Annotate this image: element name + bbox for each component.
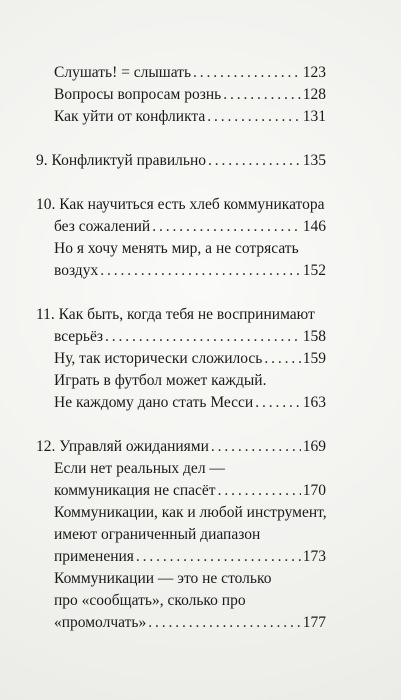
section-gap xyxy=(36,128,326,150)
toc-entry-silence-cont-1 xyxy=(36,590,326,612)
toc-entry-page: 170 xyxy=(302,482,326,499)
toc-leader-dots xyxy=(105,326,301,348)
toc-entry-page: 163 xyxy=(302,394,326,411)
toc-entry-title: 11. Как быть, когда тебя не воспринимают xyxy=(36,306,315,323)
toc-chapter-10-cont xyxy=(36,216,326,238)
toc-leader-dots xyxy=(136,546,301,568)
toc-entry-title: воздух xyxy=(54,262,99,279)
toc-entry-page: 173 xyxy=(302,548,326,565)
toc-entry-title: Коммуникации — это не столько xyxy=(54,570,272,587)
toc-entry-title: Как уйти от конфликта xyxy=(54,108,206,125)
toc-entry-title: применения xyxy=(54,548,134,565)
toc-entry-no-real-deeds-cont xyxy=(36,480,326,502)
section-gap xyxy=(36,282,326,304)
toc-entry-silence-cont-2 xyxy=(36,612,326,634)
toc-chapter-9 xyxy=(36,150,326,172)
toc-chapter-11 xyxy=(36,304,326,326)
toc-leader-dots xyxy=(193,62,301,84)
toc-entry-title: 12. Управляй ожиданиями xyxy=(36,438,209,455)
toc-entry-page: 152 xyxy=(302,262,326,279)
toc-chapter-11-cont xyxy=(36,326,326,348)
toc-entry-questions xyxy=(36,84,326,106)
toc-entry-historically xyxy=(36,348,326,370)
toc-entry-title: «промолчать» xyxy=(54,614,147,631)
toc-entry-title: 10. Как научиться есть хлеб коммуникатора xyxy=(36,196,325,213)
toc-entry-title: Коммуникации, как и любой инструмент, xyxy=(54,504,327,521)
toc-entry-page: 146 xyxy=(302,218,326,235)
toc-entry-title: Не каждому дано стать Месси xyxy=(54,394,254,411)
toc-leader-dots xyxy=(100,260,301,282)
toc-leader-dots xyxy=(218,480,301,502)
toc-entry-title: 9. Конфликтуй правильно xyxy=(36,152,207,169)
toc-entry-title: Но я хочу менять мир, а не сотрясать xyxy=(54,240,299,257)
toc-leader-dots xyxy=(223,84,301,106)
toc-entry-title: всерьёз xyxy=(54,328,103,345)
toc-entry-tool-cont-2 xyxy=(36,546,326,568)
toc-chapter-10 xyxy=(36,194,326,216)
toc-entry-no-real-deeds xyxy=(36,458,326,480)
toc-entry-title: Вопросы вопросам рознь xyxy=(54,86,222,103)
toc-entry-page: 159 xyxy=(302,350,326,367)
toc-entry-page: 128 xyxy=(302,86,326,103)
toc-entry-title: Слушать! = слышать xyxy=(54,64,192,81)
toc-leader-dots xyxy=(211,436,301,458)
toc-entry-title: без сожалений xyxy=(54,218,151,235)
toc-entry-page: 135 xyxy=(302,152,326,169)
section-gap xyxy=(36,172,326,194)
toc-leader-dots xyxy=(148,612,301,634)
toc-entry-silence xyxy=(36,568,326,590)
toc-leader-dots xyxy=(152,216,301,238)
toc-entry-page: 123 xyxy=(302,64,326,81)
toc-entry-title: Если нет реальных дел — xyxy=(54,460,225,477)
toc-entry-title: Играть в футбол может каждый. xyxy=(54,372,267,389)
toc-entry-page: 158 xyxy=(302,328,326,345)
toc-entry-page: 177 xyxy=(302,614,326,631)
toc-entry-title: Ну, так исторически сложилось xyxy=(54,350,263,367)
toc-leader-dots xyxy=(255,392,301,414)
table-of-contents xyxy=(36,62,326,634)
toc-entry-football-cont xyxy=(36,392,326,414)
toc-leader-dots xyxy=(208,150,301,172)
section-gap xyxy=(36,414,326,436)
toc-entry-page: 131 xyxy=(302,108,326,125)
toc-entry-title: про «сообщать», сколько про xyxy=(54,592,246,609)
toc-entry-title: коммуникация не спасёт xyxy=(54,482,216,499)
toc-entry-listen xyxy=(36,62,326,84)
toc-leader-dots xyxy=(207,106,301,128)
toc-leader-dots xyxy=(264,348,300,370)
toc-chapter-12 xyxy=(36,436,326,458)
toc-entry-change-world-cont xyxy=(36,260,326,282)
toc-entry-football xyxy=(36,370,326,392)
toc-entry-tool xyxy=(36,502,326,524)
toc-entry-tool-cont-1 xyxy=(36,524,326,546)
toc-entry-avoid-conflict xyxy=(36,106,326,128)
toc-entry-page: 169 xyxy=(302,438,326,455)
toc-entry-change-world xyxy=(36,238,326,260)
toc-entry-title: имеют ограниченный диапазон xyxy=(54,526,261,543)
